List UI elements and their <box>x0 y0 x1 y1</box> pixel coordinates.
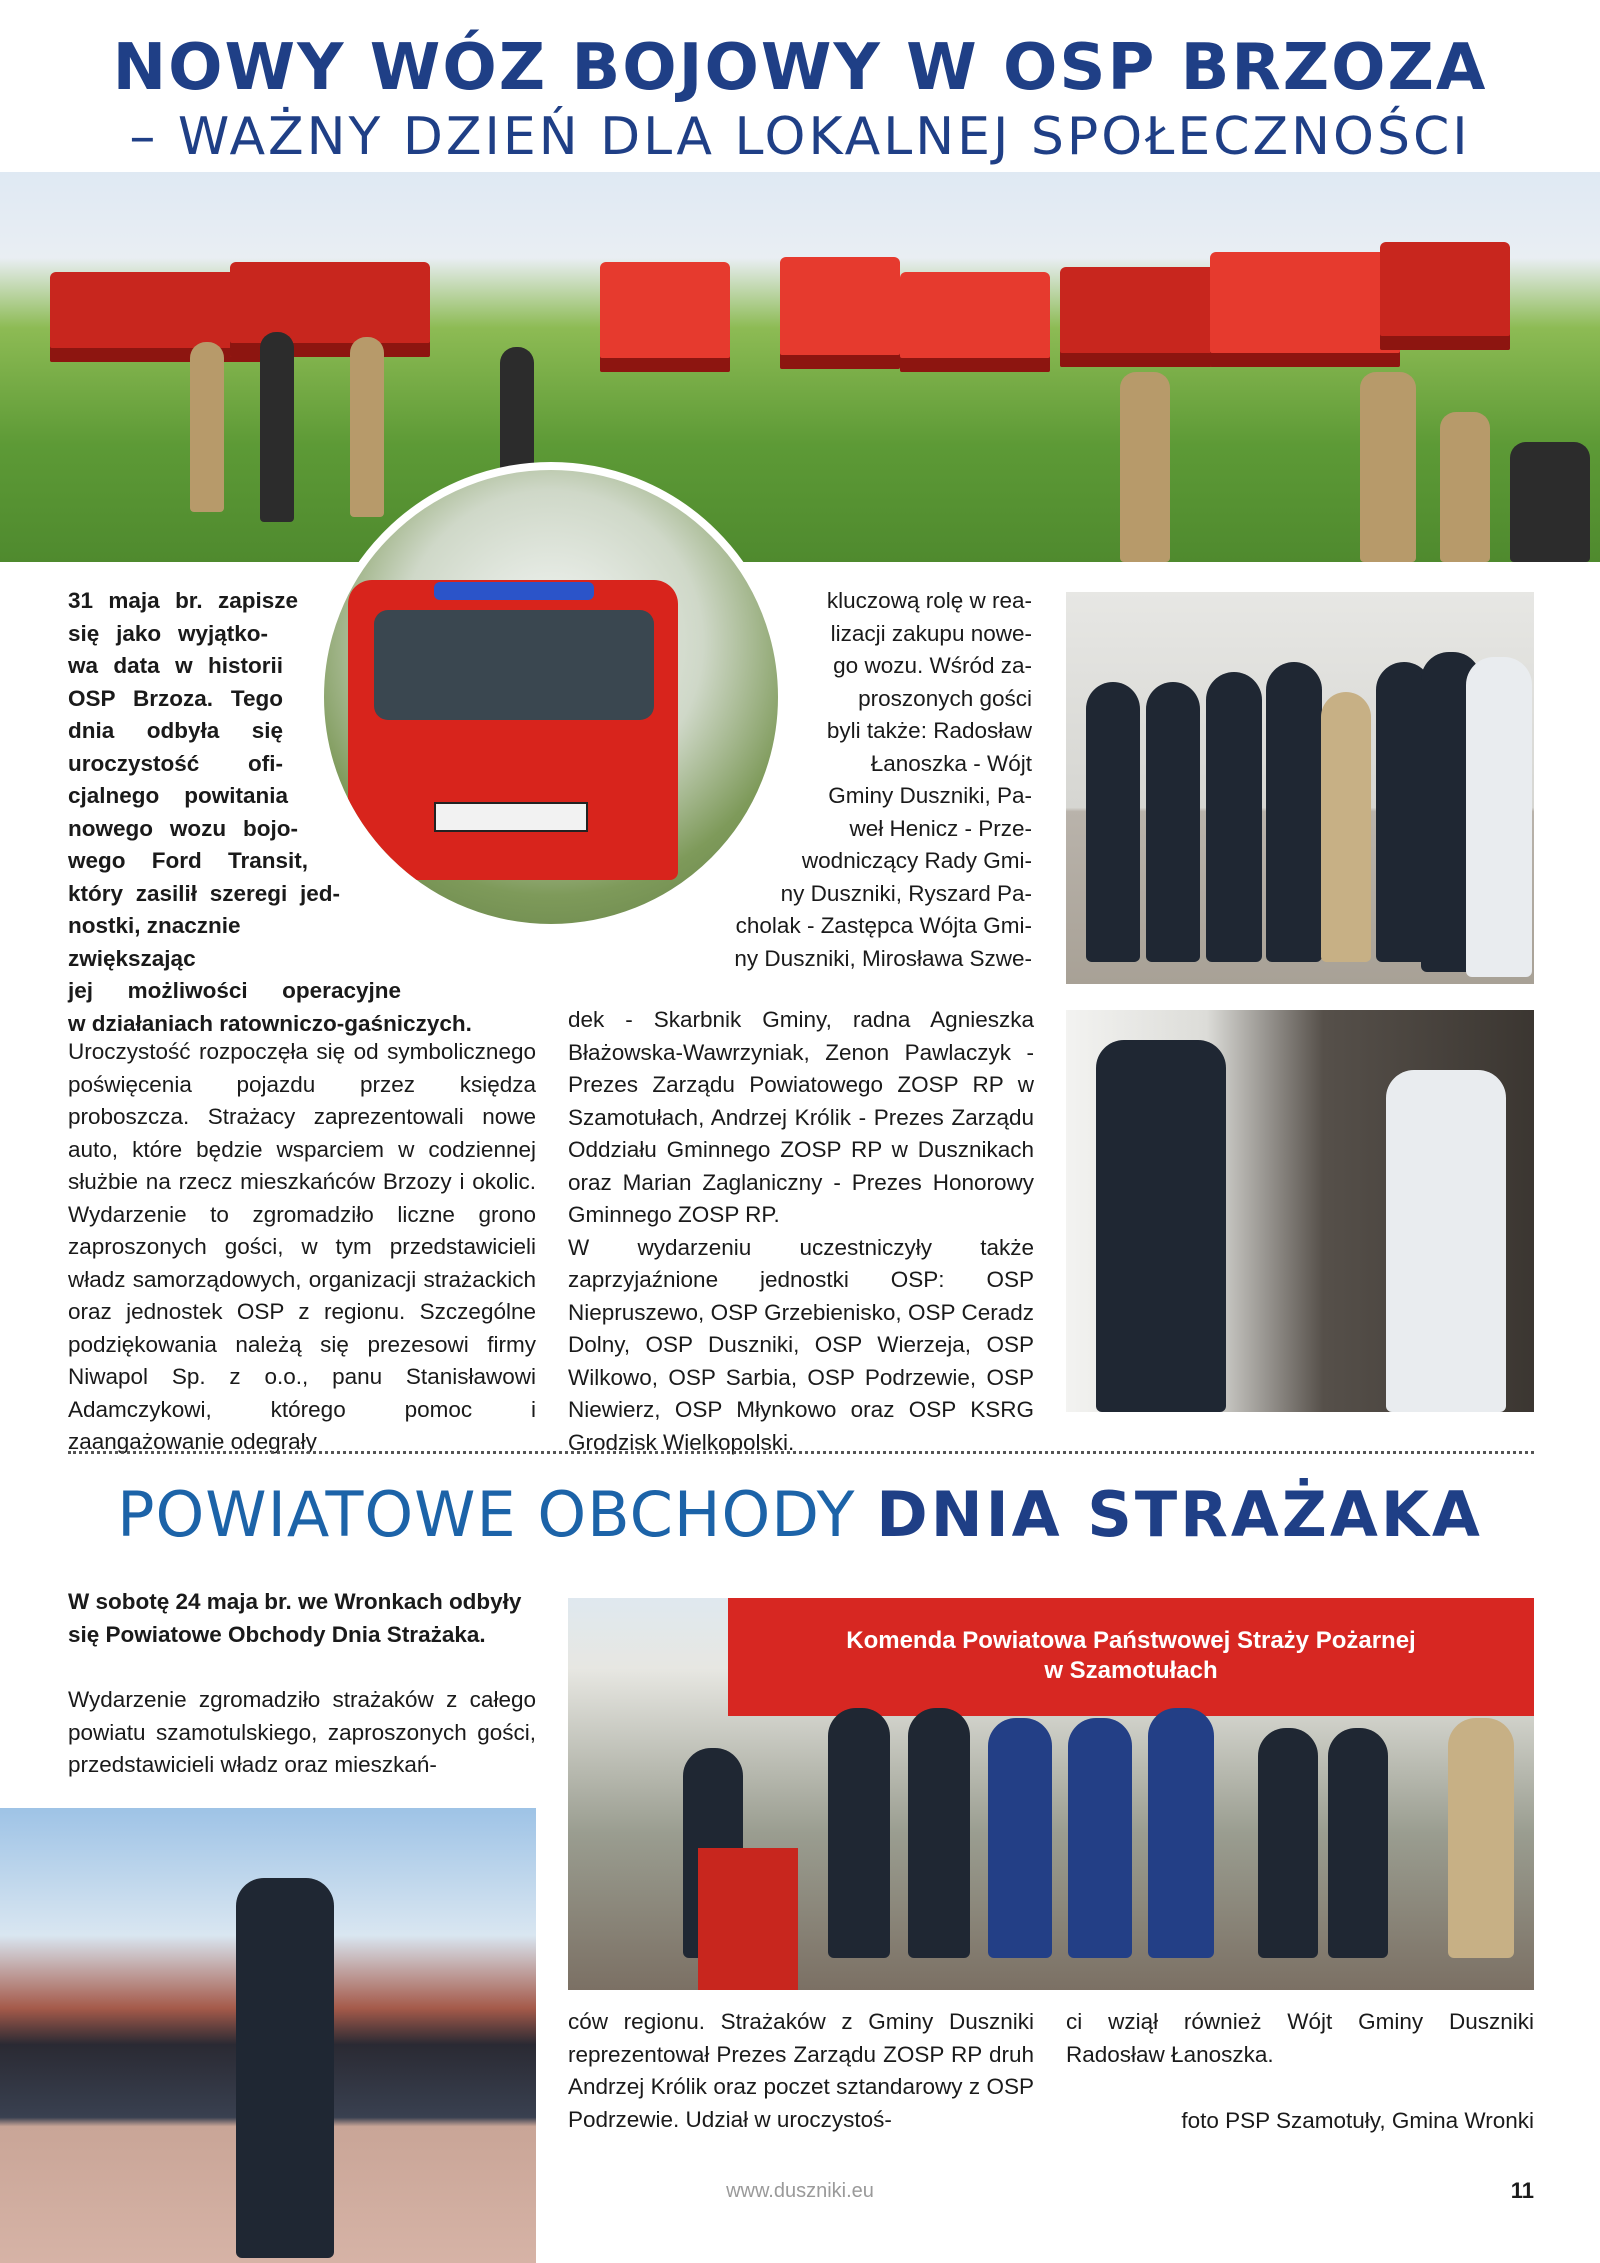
photo-speech <box>1066 1010 1534 1412</box>
article1-guests: kluczową rolę w rea- lizacji zakupu nowe- go wozu. Wśród za- proszonych gości byli także: Radosław Łanoszka - Wójt Gminy Duszniki, Pa- weł Henicz - Prze- wodniczący Rady Gmi- ny Duszniki, Ryszard Pa- cholak - Zastępca Wójta Gmi- ny Duszniki, Mirosława Szwe- <box>734 588 1032 971</box>
page-number: 11 <box>1510 2178 1534 2203</box>
article-title: NOWY WÓZ BOJOWY W OSP BRZOZA <box>112 31 1488 105</box>
article1-guests-continued: dek - Skarbnik Gminy, radna Agnieszka Błażowska-Wawrzyniak, Zenon Pawlaczyk - Prezes Zarządu Powiatowego ZOSP RP w Szamotułach, Andrzej Królik - Prezes Zarządu Oddziału Gminnego ZOSP RP w Dusznikach oraz Marian Zaglaniczny - Prezes Honorowy Gminnego ZOSP RP. W wydarzeniu uczestniczyły także zaprzyjaźnione jednostki OSP: OSP Niepruszewo, OSP Grzebienisko, OSP Ceradz Dolny, OSP Duszniki, OSP Wierzeja, OSP Wilkowo, OSP Sarbia, OSP Podrzewie, OSP Niewierz, OSP Młynkowo oraz OSP KSRG Grodzisk Wielkopolski. <box>568 1007 1034 1455</box>
photo-guests-group <box>1066 592 1534 984</box>
footer-url[interactable]: www.duszniki.eu <box>726 2180 874 2202</box>
section-divider <box>68 1451 1534 1454</box>
photo-credit: foto PSP Szamotuły, Gmina Wronki <box>1181 2108 1534 2133</box>
article2-body-part1: Wydarzenie zgromadziło strażaków z całego powiatu szamotulskiego, zaproszonych gości, przedstawicieli władz oraz mieszkań- <box>68 1687 536 1777</box>
photo-fire-day-ceremony: Komenda Powiatowa Państwowej Straży Pożarnej w Szamotułach <box>568 1598 1534 1990</box>
article2-title: POWIATOWE OBCHODY DNIA STRAŻAKA <box>117 1478 1483 1551</box>
article2-lead: W sobotę 24 maja br. we Wronkach odbyły się Powiatowe Obchody Dnia Strażaka. <box>68 1589 522 1647</box>
article1-body: Uroczystość rozpoczęła się od symbolicznego poświęcenia pojazdu przez księdza proboszcza. Strażacy zaprezentowali nowe auto, które będzie wsparciem w codziennej służbie na rzecz mieszkańców Brzozy i okolic. Wydarzenie to zgromadziło liczne grono zaproszonych gości, w tym przedstawicieli władz samorządowych, organizacji strażackich oraz jednostek OSP z regionu. Szczególne podziękowania należą się prezesowi firmy Niwapol Sp. z o.o., panu Stanisławowi Adamczykowi, którego pomoc i zaangażowanie odegrały <box>68 1039 536 1454</box>
article2-body-part2: ców regionu. Strażaków z Gminy Duszniki reprezentował Prezes Zarządu ZOSP RP druh Andrzej Królik oraz poczet sztandarowy z OSP Podrzewie. Udział w uroczystoś- <box>568 2009 1034 2132</box>
article-subtitle: – WAŻNY DZIEŃ DLA LOKALNEJ SPOŁECZNOŚCI <box>129 107 1471 167</box>
hero-photo-fire-trucks <box>0 172 1600 562</box>
article2-body-part3: ci wziął również Wójt Gminy Duszniki Radosław Łanoszka. <box>1066 2009 1534 2067</box>
article1-lead: 31 maja br. zapisze się jako wyjątko- wa data w historii OSP Brzoza. Tego dnia odbyła się uroczystość ofi- cjalnego powitania nowego wozu bojo- wego Ford Transit, który zasilił szeregi jed- nostki, znacznie zwiększając jej możliwości operacyjne w działaniach ratowniczo-gaśniczych. <box>68 588 472 1036</box>
